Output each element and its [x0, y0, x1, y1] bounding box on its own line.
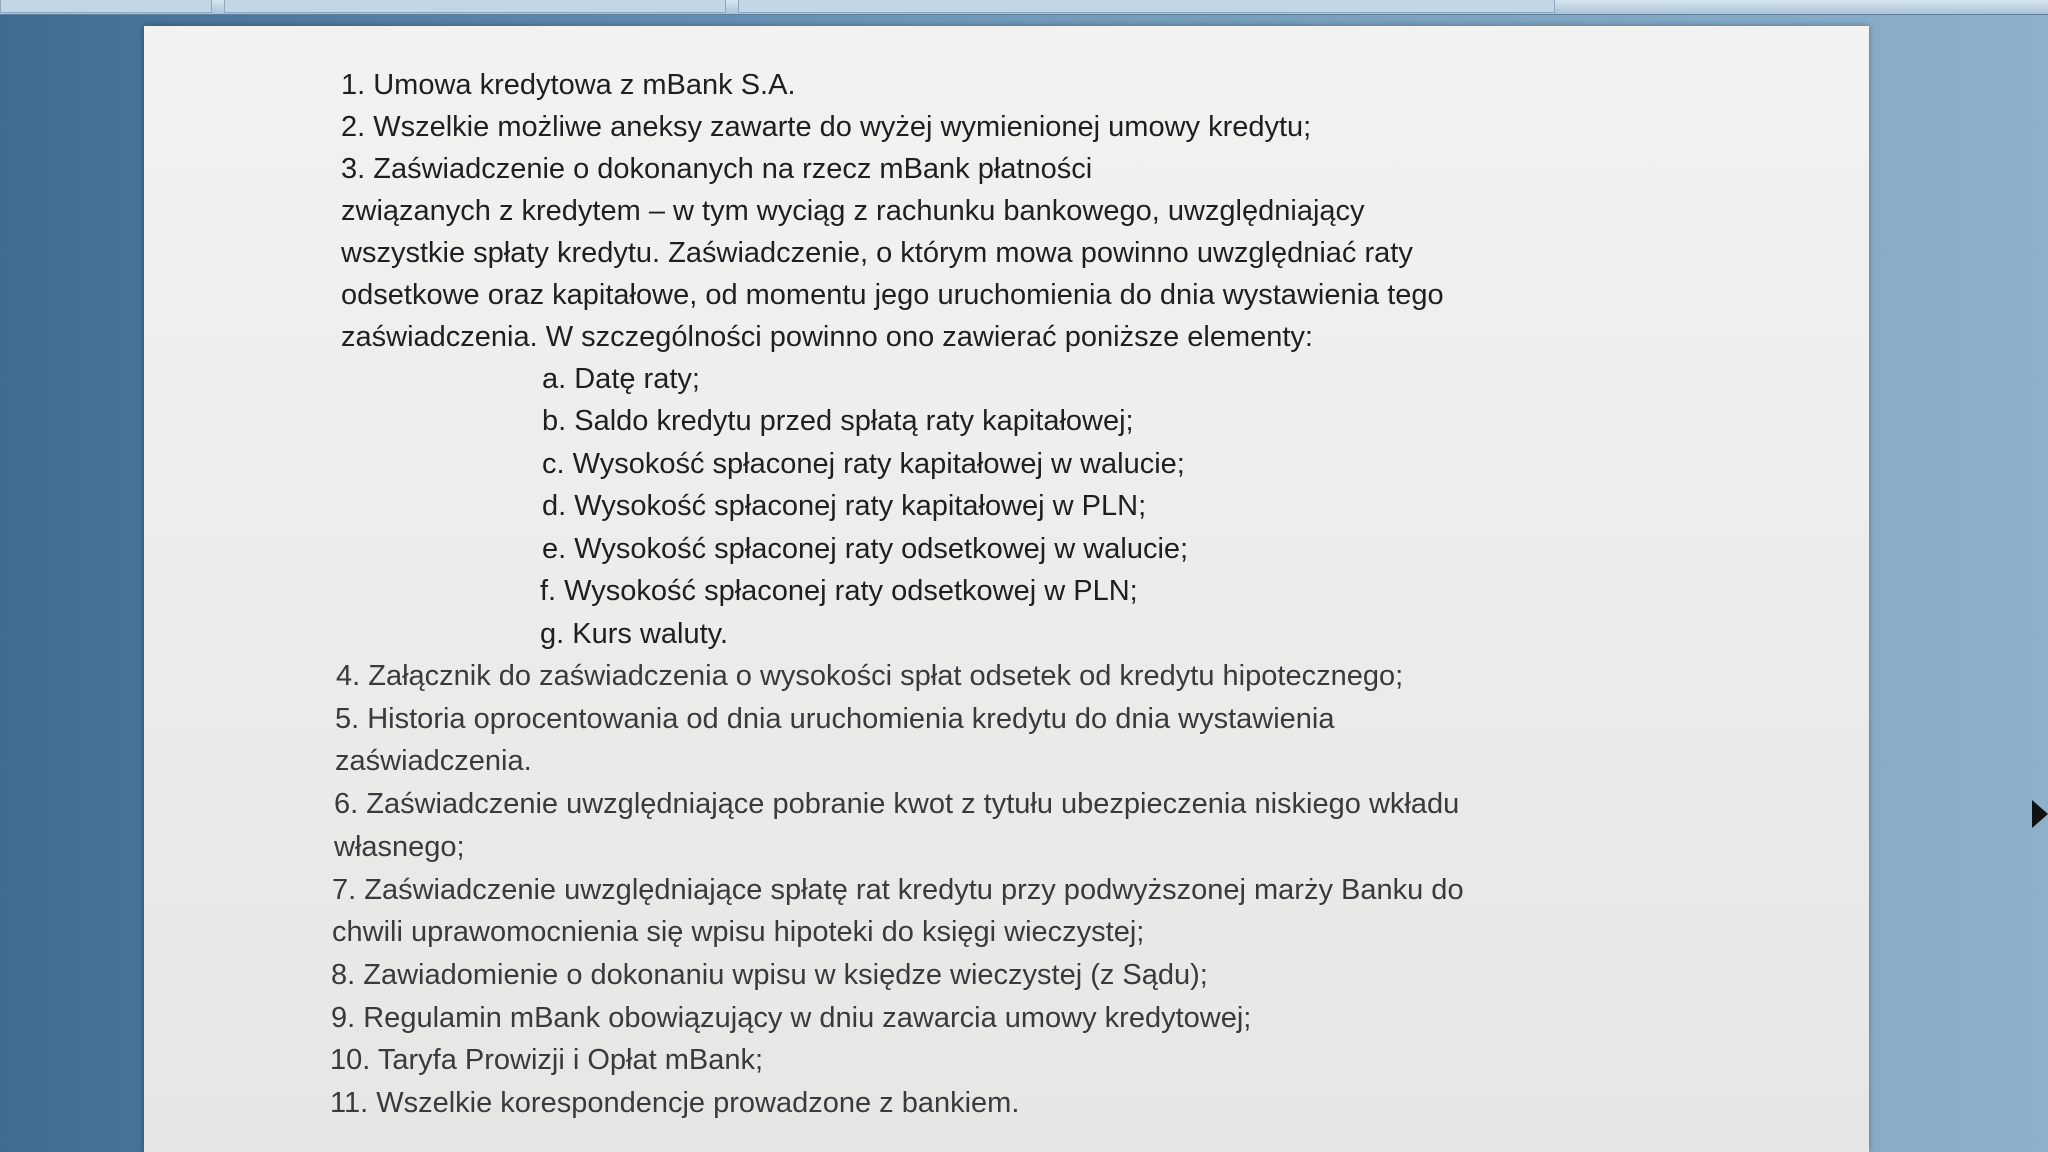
window-tab[interactable] [738, 0, 1555, 13]
paragraph-line: wszystkie spłaty kredytu. Zaświadczenie, o którym mowa powinno uwzględniać raty [341, 237, 1413, 269]
paragraph-line: związanych z kredytem – w tym wyciąg z rachunku bankowego, uwzględniający [341, 195, 1365, 227]
window-tab[interactable] [224, 0, 726, 13]
sub-list-item: c. Wysokość spłaconej raty kapitałowej w walucie; [542, 448, 1185, 480]
window-tab[interactable] [0, 0, 212, 13]
list-item: 7. Zaświadczenie uwzględniające spłatę rat kredytu przy podwyższonej marży Banku do [332, 874, 1464, 906]
mouse-pointer-icon [2032, 800, 2048, 828]
document-page[interactable] [144, 26, 1869, 1152]
list-item: 3. Zaświadczenie o dokonanych na rzecz mBank płatności [341, 153, 1093, 185]
paragraph-line: zaświadczenia. W szczególności powinno ono zawierać poniższe elementy: [341, 321, 1313, 353]
sub-list-item: b. Saldo kredytu przed spłatą raty kapitałowej; [542, 405, 1134, 437]
list-item: 4. Załącznik do zaświadczenia o wysokości spłat odsetek od kredytu hipotecznego; [336, 660, 1404, 692]
sub-list-item: g. Kurs waluty. [540, 618, 729, 650]
list-item: 5. Historia oprocentowania od dnia uruchomienia kredytu do dnia wystawienia [335, 703, 1335, 735]
list-item: 10. Taryfa Prowizji i Opłat mBank; [330, 1044, 764, 1076]
list-item: 6. Zaświadczenie uwzględniające pobranie kwot z tytułu ubezpieczenia niskiego wkładu [334, 788, 1460, 820]
paragraph-line: odsetkowe oraz kapitałowe, od momentu jego uruchomienia do dnia wystawienia tego [341, 279, 1444, 311]
list-item: 2. Wszelkie możliwe aneksy zawarte do wyżej wymienionej umowy kredytu; [341, 111, 1312, 143]
sub-list-item: f. Wysokość spłaconej raty odsetkowej w PLN; [540, 575, 1138, 607]
sub-list-item: d. Wysokość spłaconej raty kapitałowej w PLN; [542, 490, 1147, 522]
list-item: 9. Regulamin mBank obowiązujący w dniu zawarcia umowy kredytowej; [331, 1002, 1252, 1034]
paragraph-line: własnego; [334, 831, 465, 863]
sub-list-item: e. Wysokość spłaconej raty odsetkowej w walucie; [542, 533, 1189, 565]
list-item: 1. Umowa kredytowa z mBank S.A. [341, 69, 796, 101]
sub-list-item: a. Datę raty; [542, 363, 700, 395]
paragraph-line: chwili uprawomocnienia się wpisu hipoteki do księgi wieczystej; [332, 916, 1145, 948]
window-tab-bar [0, 0, 2048, 15]
list-item: 11. Wszelkie korespondencje prowadzone z bankiem. [330, 1087, 1020, 1119]
list-item: 8. Zawiadomienie o dokonaniu wpisu w księdze wieczystej (z Sądu); [331, 959, 1208, 991]
paragraph-line: zaświadczenia. [335, 745, 532, 777]
